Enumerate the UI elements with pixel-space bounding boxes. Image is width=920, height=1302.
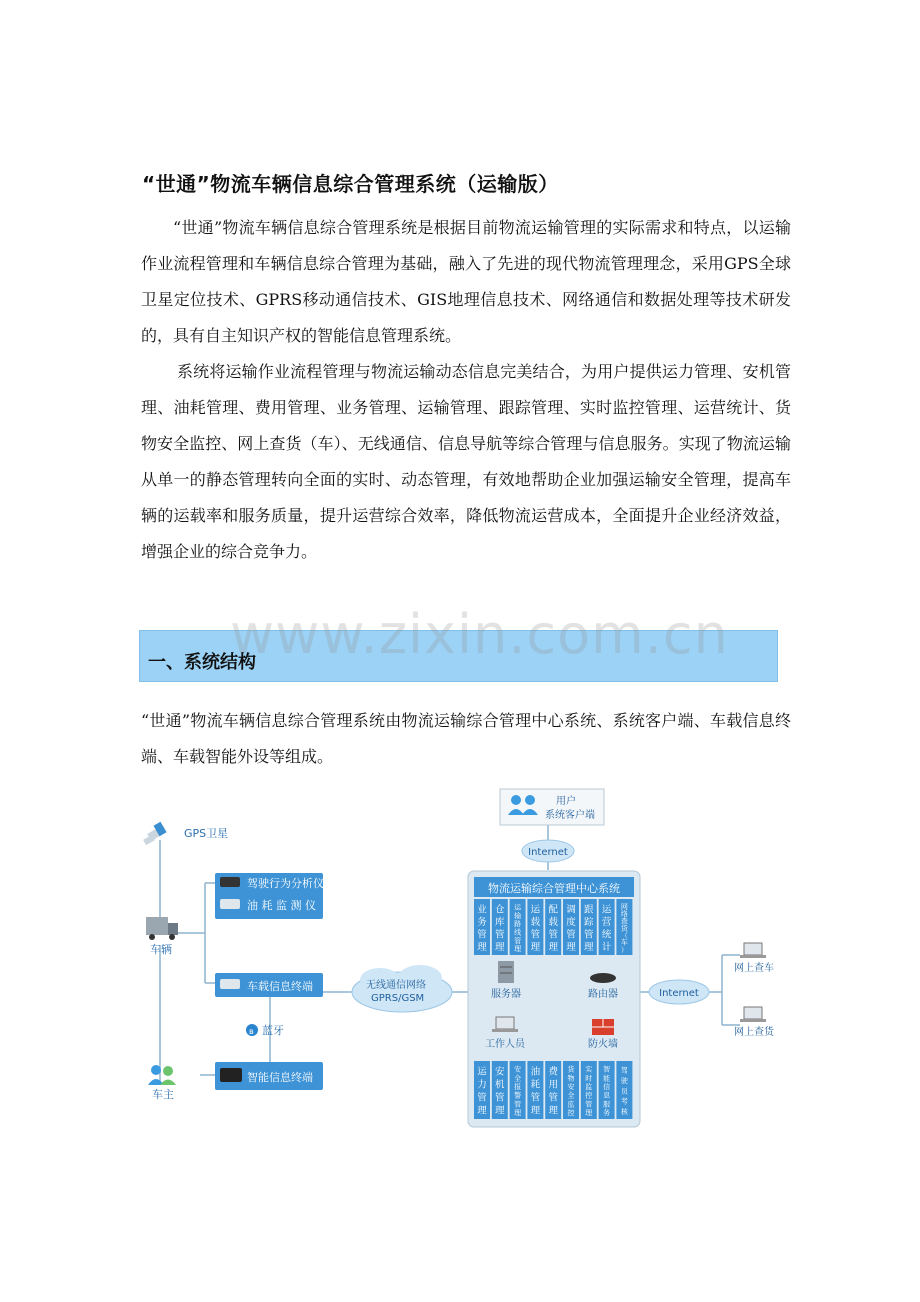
truck-icon (146, 917, 178, 940)
center-top-module-label: 业务管理 (477, 904, 487, 953)
center-bottom-module-label: 安机管理 (495, 1066, 505, 1117)
user-label: 用户 (556, 796, 576, 807)
server-icon (498, 961, 514, 983)
center-bottom-module-label: 油耗管理 (530, 1066, 541, 1117)
firewall-icon (592, 1019, 614, 1035)
center-title: 物流运输综合管理中心系统 (488, 882, 620, 895)
center-bottom-module-label: 费用管理 (548, 1066, 558, 1117)
center-bottom-module-label: 货物安全监控 (567, 1065, 575, 1117)
analyzer-device-icon (220, 877, 240, 887)
center-top-module-label: 仓库管理 (495, 904, 505, 953)
router-icon (590, 973, 616, 983)
center-bottom-module-label: 安全报警管理 (514, 1065, 522, 1117)
center-bottom-module-label: 驾驶员考核 (620, 1066, 628, 1117)
vehicle-terminal-label: 车载信息终端 (247, 980, 313, 993)
gps-satellite-label: GPS卫星 (184, 827, 229, 840)
query-goods-computer-icon (740, 1007, 766, 1022)
terminal-device-icon (220, 979, 240, 989)
watermark: www.zixin.com.cn (230, 603, 729, 666)
center-top-module-label: 网络查货（车） (620, 902, 628, 954)
query-vehicle-label: 网上查车 (734, 963, 774, 974)
firewall-label: 防火墙 (588, 1039, 618, 1050)
smart-terminal-icon (220, 1068, 242, 1082)
intro-paragraph: “世通”物流车辆信息综合管理系统是根据目前物流运输管理的实际需求和特点，以运输作业流程管理和车辆信息综合管理为基础，融入了先进的现代物流管理理念，采用GPS全球卫星定位技术、GPRS移动通信技术、GIS地理信息技术、网络通信和数据处理等技术研发的，具有自主知识产权的智能信息管理系统。 (141, 218, 791, 345)
wireless-network-label: 无线通信网络 (366, 980, 426, 991)
center-top-module-label: 运输路线管理 (514, 903, 522, 954)
center-bottom-module-label: 实时监控管理 (585, 1065, 593, 1117)
owner-label: 车主 (152, 1088, 174, 1101)
system-architecture-diagram (130, 785, 790, 1130)
query-vehicle-computer-icon (740, 943, 766, 958)
query-goods-label: 网上查货 (734, 1027, 774, 1038)
document-title: “世通”物流车辆信息综合管理系统（运输版） (142, 172, 559, 196)
fuel-monitor-label: 油 耗 监 测 仪 (247, 899, 316, 912)
center-top-module-label: 运营统计 (601, 904, 612, 953)
center-bottom-module-label: 智能信息服务 (603, 1065, 611, 1117)
router-label: 路由器 (588, 989, 618, 1000)
staff-label: 工作人员 (485, 1039, 525, 1050)
satellite-icon (143, 822, 167, 845)
smart-terminal-label: 智能信息终端 (247, 1071, 313, 1084)
laptop-icon (492, 1017, 518, 1032)
svg-text:ʙ: ʙ (249, 1027, 254, 1036)
driving-analyzer-label: 驾驶行为分析仪 (247, 877, 324, 890)
center-top-module-label: 运载管理 (530, 904, 541, 953)
features-paragraph: 系统将运输作业流程管理与物流运输动态信息完美结合，为用户提供运力管理、安机管理、油耗管理、费用管理、业务管理、运输管理、跟踪管理、实时监控管理、运营统计、货物安全监控、网上查货（车）、无线通信、信息导航等综合管理与信息服务。实现了物流运输从单一的静态管理转向全面的实时、动态管理，有效地帮助企业加强运输安全管理，提高车辆的运载率和服务质量，提升运营综合效率，降低物流运营成本，全面提升企业经济效益，增强企业的综合竞争力。 (141, 362, 791, 561)
server-label: 服务器 (491, 989, 521, 1000)
section-title: 一、系统结构 (148, 652, 256, 673)
internet-top-label: Internet (528, 847, 568, 858)
vehicle-label: 车辆 (150, 943, 172, 956)
client-label: 系统客户端 (545, 810, 595, 821)
center-top-module-label: 配载管理 (548, 904, 558, 953)
center-top-module-label: 调度管理 (566, 904, 576, 953)
structure-paragraph: “世通”物流车辆信息综合管理系统由物流运输综合管理中心系统、系统客户端、车载信息终端、车载智能外设等组成。 (141, 711, 791, 766)
internet-right-label: Internet (659, 988, 699, 999)
center-top-module-label: 跟踪管理 (584, 904, 594, 953)
bluetooth-label: 蓝牙 (262, 1024, 284, 1037)
owner-icon (148, 1065, 176, 1085)
center-bottom-module-label: 运力管理 (477, 1066, 487, 1117)
gprs-gsm-label: GPRS/GSM (371, 993, 425, 1004)
fuel-monitor-icon (220, 899, 240, 909)
